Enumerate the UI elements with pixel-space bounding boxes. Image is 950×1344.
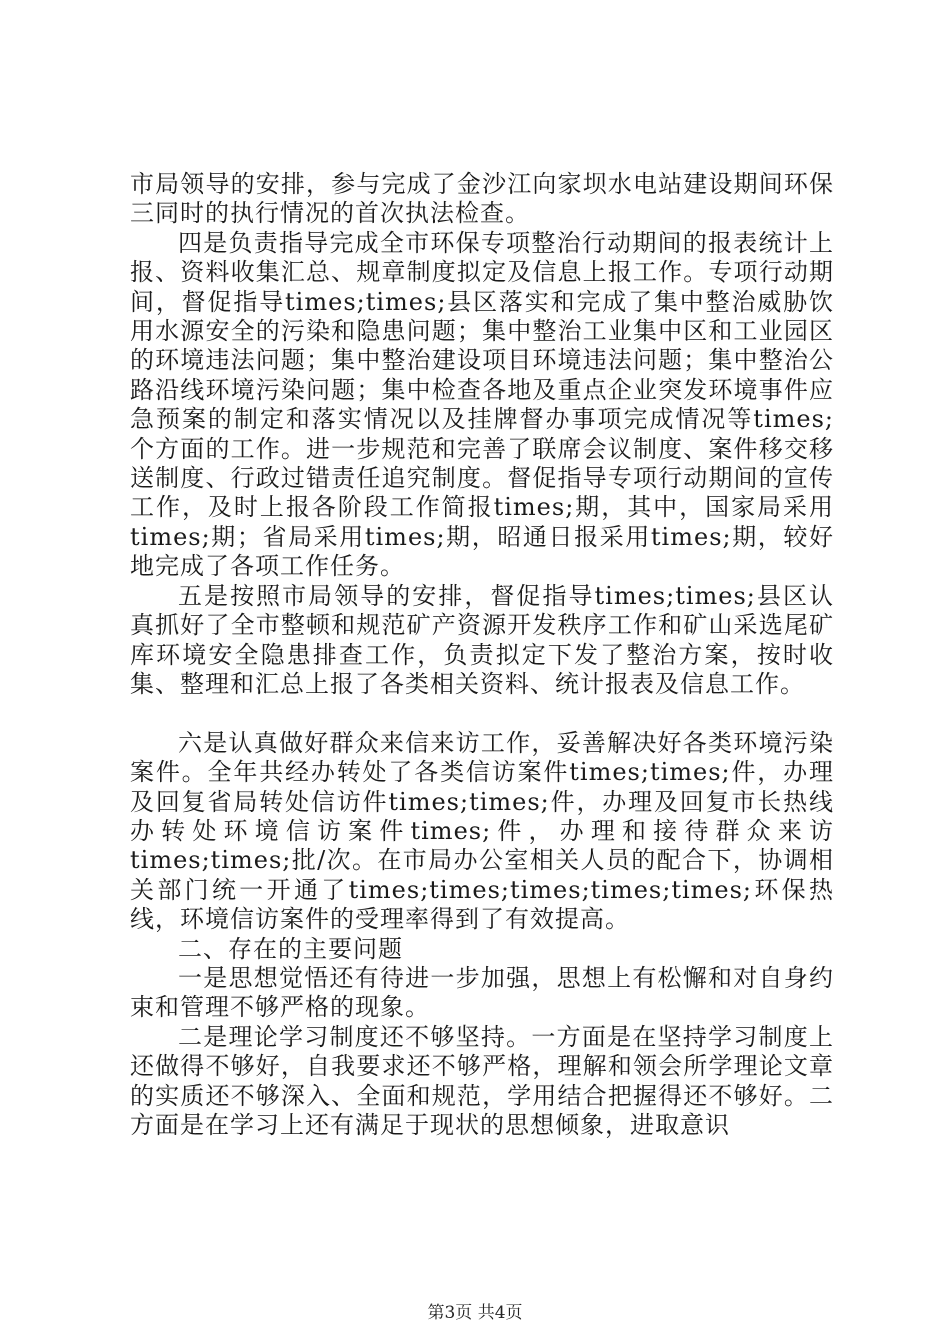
paragraph-problem-two: 二是理论学习制度还不够坚持。一方面是在坚持学习制度上还做得不够好，自我要求还不够严格，理解和领会所学理论文章的实质还不够深入、全面和规范，学用结合把握得还不够好。二方面是在学习上还有满足于现状的思想倾象，进取意识 <box>130 1022 834 1139</box>
paragraph-item-five: 五是按照市局领导的安排，督促指导times;times;县区认真抓好了全市整顿和规范矿产资源开发秩序工作和矿山采选尾矿库环境安全隐患排查工作，负责拟定下发了整治方案，按时收集、整理和汇总上报了各类相关资料、统计报表及信息工作。 <box>130 581 834 698</box>
document-body <box>130 170 834 1140</box>
paragraph-item-six: 六是认真做好群众来信来访工作，妥善解决好各类环境污染案件。全年共经办转处了各类信访案件times;times;件，办理及回复省局转处信访件times;times;件，办理及回复市长热线办转处环境信访案件times;件，办理和接待群众来访times;times;批/次。在市局办公室相关人员的配合下，协调相关部门统一开通了times;times;times;times;times;环保热线，环境信访案件的受理率得到了有效提高。 <box>130 728 834 934</box>
paragraph-gap <box>130 699 834 728</box>
paragraph-continuation: 市局领导的安排，参与完成了金沙江向家坝水电站建设期间环保三同时的执行情况的首次执法检查。 <box>130 170 834 228</box>
section-heading-problems: 二、存在的主要问题 <box>178 934 403 963</box>
page-number-footer: 第3页 共4页 <box>427 1303 523 1323</box>
paragraph-item-four: 四是负责指导完成全市环保专项整治行动期间的报表统计上报、资料收集汇总、规章制度拟定及信息上报工作。专项行动期间，督促指导times;times;县区落实和完成了集中整治威胁饮用水源安全的污染和隐患问题；集中整治工业集中区和工业园区的环境违法问题；集中整治建设项目环境违法问题；集中整治公路沿线环境污染问题；集中检查各地及重点企业突发环境事件应急预案的制定和落实情况以及挂牌督办事项完成情况等times;个方面的工作。进一步规范和完善了联席会议制度、案件移交移送制度、行政过错责任追究制度。督促指导专项行动期间的宣传工作，及时上报各阶段工作简报times;期，其中，国家局采用times;期；省局采用times;期，昭通日报采用times;期，较好地完成了各项工作任务。 <box>130 228 834 581</box>
paragraph-problem-one: 一是思想觉悟还有待进一步加强，思想上有松懈和对自身约束和管理不够严格的现象。 <box>130 963 834 1022</box>
